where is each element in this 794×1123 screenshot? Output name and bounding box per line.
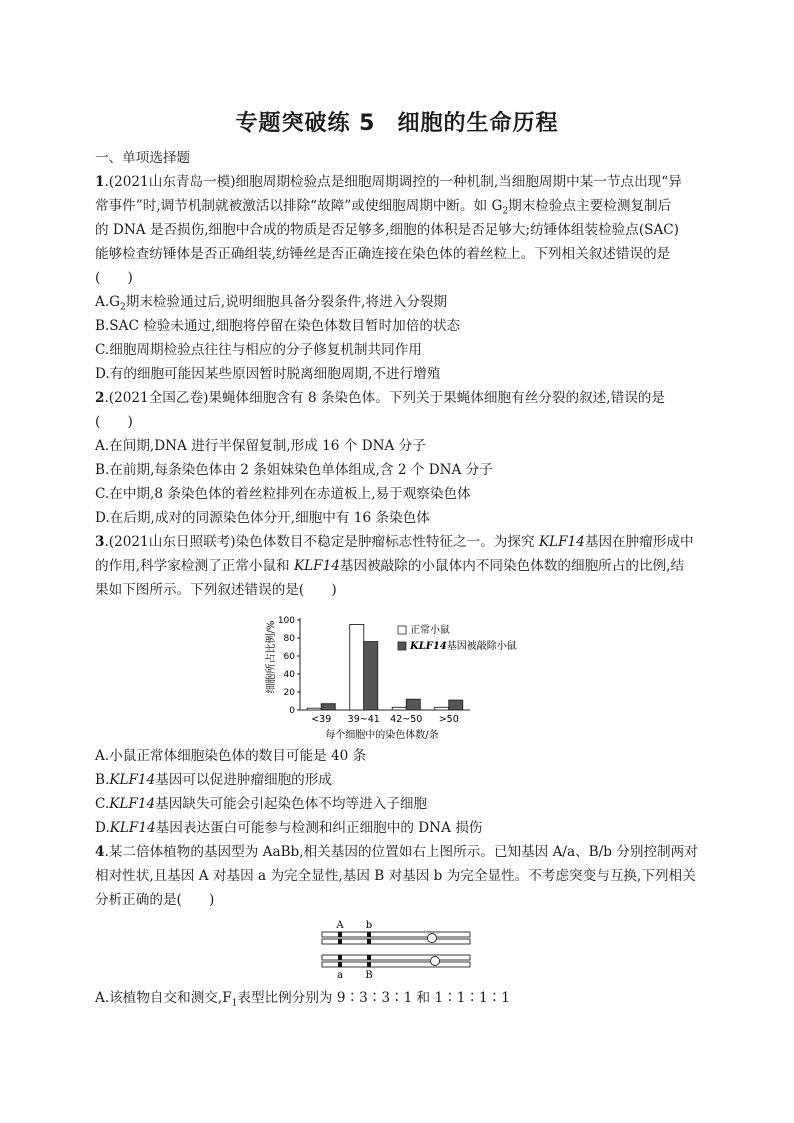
bar-knockout: [449, 700, 463, 710]
question-3-line: 3.(2021山东日照联考)染色体数目不稳定是肿瘤标志性特征之一。为探究 KLF14基因在肿瘤形成中: [95, 534, 694, 550]
question-1-line: 常事件”时,调节机制就被激活以排除“故障”或使细胞周期中断。如 $G_2$期末检验点主要检测复制后: [95, 198, 672, 217]
question-1-line: 的 DNA 是否损伤,细胞中合成的物质是否足够多,细胞的体积是否足够大;纺锤体组装检验点(SAC): [95, 222, 679, 238]
option-d[interactable]: D.在后期,成对的同源染色体分开,细胞中有 16 条染色体: [95, 510, 430, 526]
legend-swatch-normal: [398, 626, 406, 634]
question-3-line: 的作用,科学家检测了正常小鼠和 KLF14基因被敲除的小鼠体内不同染色体数的细胞所占的比例,结: [95, 558, 685, 574]
y-tick-label: 60: [283, 652, 295, 662]
chromatid-top-1: [322, 932, 470, 937]
question-4-line: 4.某二倍体植物的基因型为 AaBb,相关基因的位置如右上图所示。已知基因 A/a、B/b 分别控制两对: [95, 844, 698, 860]
bar-normal: [307, 708, 321, 710]
question-4-line: 相对性状,且基因 A 对基因 a 为完全显性,基因 B 对基因 b 为完全显性。不考虑突变与互换,下列相关: [95, 868, 696, 884]
y-tick-label: 20: [283, 688, 295, 698]
chromatid-bottom-1: [322, 955, 470, 960]
y-axis-label: 细胞所占比例/%: [266, 620, 277, 694]
bar-knockout: [406, 699, 420, 710]
centromere-bottom: [431, 957, 440, 966]
chromosome-chart: [262, 602, 532, 742]
legend-swatch-knockout: [398, 642, 406, 650]
y-tick-label: 80: [283, 634, 295, 644]
bar-knockout: [364, 642, 378, 710]
bar-knockout: [321, 704, 335, 710]
section-heading: 一、单项选择题: [95, 150, 191, 166]
question-1-line: 1.(2021山东青岛一模)细胞周期检验点是细胞周期调控的一种机制,当细胞周期中某一节点出现“异: [95, 174, 682, 190]
bar-normal: [435, 707, 449, 710]
gene-label-a: a: [337, 970, 343, 980]
chromatid-top-2: [322, 939, 470, 944]
option-c[interactable]: C.在中期,8 条染色体的着丝粒排列在赤道板上,易于观察染色体: [95, 486, 471, 502]
question-2-line: 2.(2021全国乙卷)果蝇体细胞含有 8 条染色体。下列关于果蝇体细胞有丝分裂的叙述,错误的是: [95, 390, 665, 406]
option-a[interactable]: A.该植物自交和测交$,F_1$表型比例分别为 9∶3∶3∶1 和 1∶1∶1∶1: [95, 990, 510, 1009]
question-1-line: 能够检查纺锤体是否正确组装,纺锤丝是否正确连接在染色体的着丝粒上。下列相关叙述错误的是: [95, 246, 671, 262]
x-tick-label: <39: [311, 714, 332, 725]
gene-label-b: b: [365, 920, 373, 931]
option-d[interactable]: D.KLF14基因表达蛋白可能参与检测和纠正细胞中的 DNA 损伤: [95, 820, 483, 836]
question-4-line: 分析正确的是( ): [95, 892, 215, 908]
y-tick-label: 40: [283, 670, 295, 680]
x-axis-label: 每个细胞中的染色体数/条: [325, 730, 439, 741]
centromere-top: [428, 934, 437, 943]
chromatid-bottom-2: [322, 962, 470, 967]
answer-paren: ( ): [95, 270, 133, 286]
option-b[interactable]: B.KLF14基因可以促进肿瘤细胞的形成: [95, 772, 332, 788]
page-title: 专题突破练 5 细胞的生命历程: [235, 111, 559, 136]
x-tick-label: 39~41: [347, 714, 380, 725]
legend-label-knockout: KLF14基因被敲除小鼠: [410, 641, 517, 652]
bar-normal: [392, 707, 406, 710]
option-a[interactable]: A.小鼠正常体细胞染色体的数目可能是 40 条: [95, 748, 367, 764]
option-d[interactable]: D.有的细胞可能因某些原因暂时脱离细胞周期,不进行增殖: [95, 366, 441, 382]
answer-paren: ( ): [95, 414, 133, 430]
option-a[interactable]: A.在间期,DNA 进行半保留复制,形成 16 个 DNA 分子: [95, 438, 426, 454]
option-b[interactable]: B.在前期,每条染色体由 2 条姐妹染色单体组成,含 2 个 DNA 分子: [95, 462, 493, 478]
option-a[interactable]: $A.G_2$期末检验通过后,说明细胞具备分裂条件,将进入分裂期: [95, 294, 448, 313]
x-tick-label: 42~50: [390, 714, 423, 725]
x-tick-label: >50: [438, 714, 459, 725]
option-c[interactable]: C.细胞周期检验点往往与相应的分子修复机制共同作用: [95, 342, 422, 358]
option-b[interactable]: B.SAC 检验未通过,细胞将停留在染色体数目暂时加倍的状态: [95, 318, 461, 334]
gene-location-diagram: [318, 918, 478, 980]
question-3-line: 果如下图所示。下列叙述错误的是( ): [95, 582, 337, 598]
y-tick-label: 0: [289, 706, 295, 716]
y-tick-label: 100: [277, 616, 295, 626]
option-c[interactable]: C.KLF14基因缺失可能会引起染色体不均等进入子细胞: [95, 796, 428, 812]
bar-normal: [350, 625, 364, 711]
legend-label-normal: 正常小鼠: [410, 625, 450, 636]
gene-label-A: A: [336, 920, 344, 931]
gene-label-B: B: [365, 970, 373, 980]
